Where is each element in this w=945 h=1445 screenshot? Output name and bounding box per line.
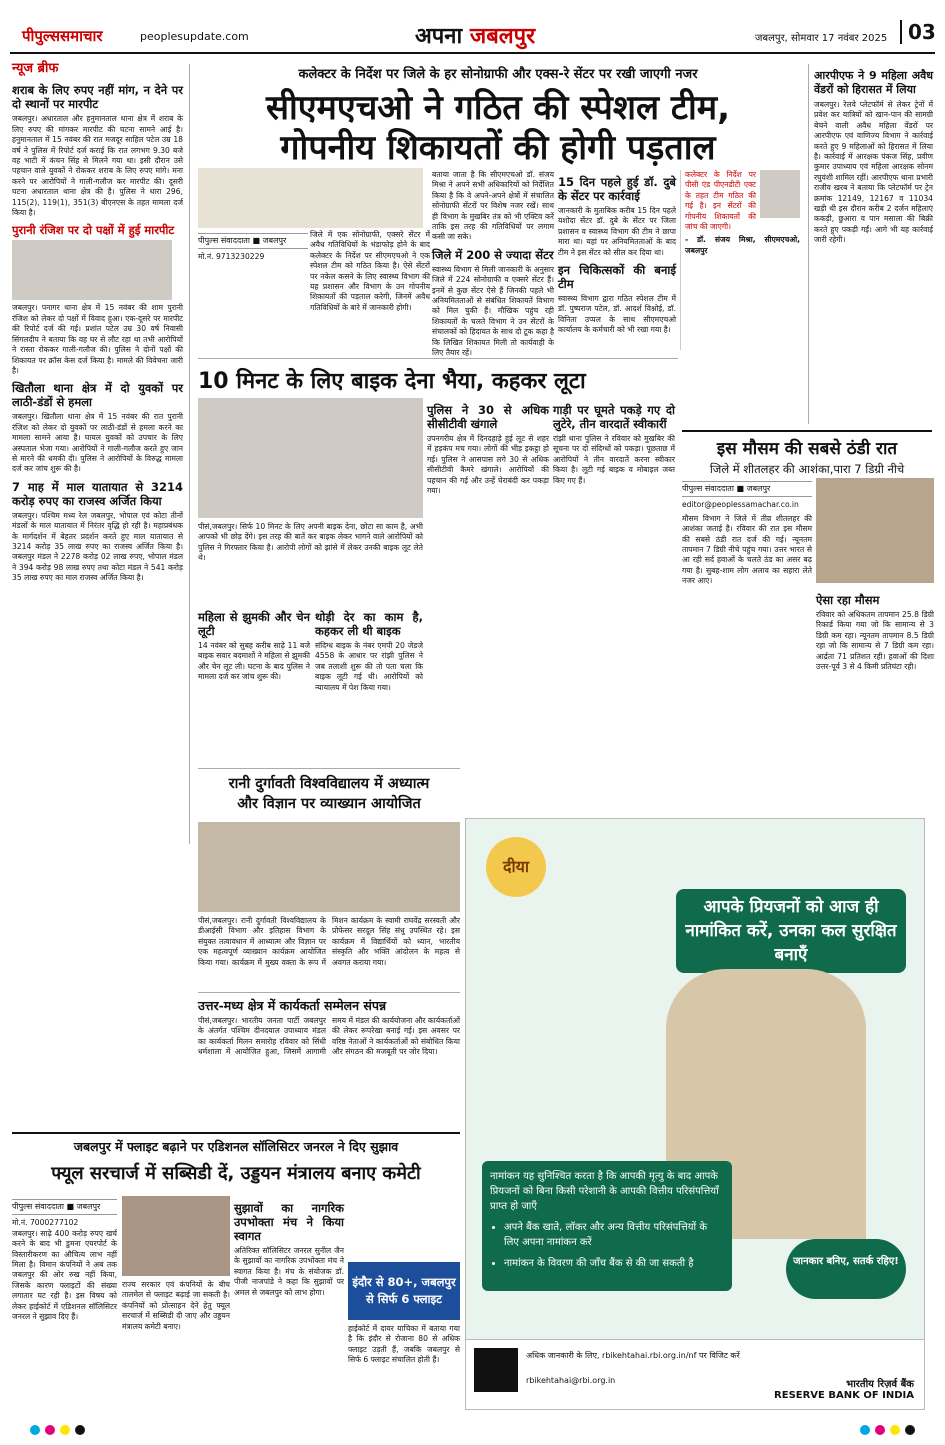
lead-body-2-text: बताया जाता है कि सीएमएचओ डॉ. संजय मिश्रा ने अपने सभी अधिकारियों को निर्देशित किया है कि वे अपने-अपने क्षेत्रों में संचालित सोनोग्राफी सेंटरों पर विशेष नजर रखें। साथ ही विभाग के मुखबिर तंत्र को भी एक्टिव करें ताकि इस तरह की गतिविधियों पर लगाम कसी जा सके। xyxy=(432,170,554,242)
robbery-col-5 xyxy=(553,398,675,755)
ad-footer-email: rbikehtahai@rbi.org.in xyxy=(526,1376,616,1385)
registration-dot xyxy=(75,1425,85,1435)
university-headline-1: रानी दुर्गावती विश्वविद्यालय में अध्यात्म xyxy=(228,776,430,792)
registration-dot xyxy=(905,1425,915,1435)
ad-headline: आपके प्रियजनों को आज ही नामांकित करें, उनका कल सुरक्षित बनाएँ xyxy=(676,889,906,973)
lead-story xyxy=(198,64,798,168)
cold-text: मौसम विभाग ने जिले में तीव्र शीतलहर की आशंका जताई है। रविवार की रात इस मौसम की सबसे ठंडी रात दर्ज की गई। न्यूनतम तापमान 7 डिग्री नीचे पहुंच गया। उत्तर भारत से आ रही सर्द हवाओं के चलते ठंड का असर बढ़ गया है। सुबह-शाम लोग अलाव का सहारा लेते नजर आए। xyxy=(682,513,812,586)
cold-sub: जिले में शीतलहर की आशंका,पारा 7 डिग्री नीचे xyxy=(709,462,905,476)
brief-3-title: खितौला थाना क्षेत्र में दो युवकों पर लाठी-डंडों से हमला xyxy=(12,381,183,410)
rbi-name-english: RESERVE BANK OF INDIA xyxy=(774,1390,914,1401)
lead-illustration xyxy=(198,168,423,228)
section-title: अपना जबलपुर xyxy=(415,24,536,49)
robbery-text-3: रांझी थाना पुलिस ने रविवार को मुखबिर की सूचना पर दो संदिग्धों को पकड़ा। पूछताछ में आरोपियों ने तीन वारदातें करना स्वीकार किया है। लूटी गई बाइक व मोबाइल जब्त किए गए हैं। xyxy=(553,434,675,485)
bottom-col-3 xyxy=(234,1196,344,1406)
flight-highlight xyxy=(348,1262,460,1320)
ad-bullet-1: • अपने बैंक खाते, लॉकर और अन्य वित्तीय परिसंपत्तियों के लिए अपना नामांकन करें xyxy=(504,1220,724,1250)
brief-4-text: जबलपुर। पश्चिम मध्य रेल जबलपुर, भोपाल एवं कोटा तीनों मंडलों के माल यातायात में निरंतर वृद्धि हो रही है। महाप्रबंधक के मार्गदर्शन में बेहतर प्रदर्शन करते हुए माल यातायात से 3214 करोड़ 35 लाख रुपए का राजस्व अर्जित किया है। जबलपुर मंडल ने 2278 करोड़ 02 लाख रुपए, भोपाल मंडल ने 394 करोड़ 98 लाख रुपए तथा कोटा मंडल ने 541 करोड़ 35 लाख रुपए का माल राजस्व अर्जित किया है। xyxy=(12,510,183,583)
meet-headline: उत्तर-मध्य क्षेत्र में कार्यकर्ता सम्मेलन संपन्न xyxy=(198,992,460,1014)
rbi-name-hindi: भारतीय रिज़र्व बैंक xyxy=(846,1379,914,1390)
robbery-text-4: 14 नवंबर को सुबह करीब साढ़े 11 बजे बाइक सवार बदमाशों ने महिला से झुमकी और चेन लूट ली। घटना के बाद पुलिस ने मामला दर्ज कर जांच शुरू की। xyxy=(198,641,310,682)
rbi-advertisement xyxy=(465,818,925,1410)
ad-bullet-2: • नामांकन के विवरण की जाँच बैंक से की जा सकती है xyxy=(504,1256,724,1271)
brief-1-text: जबलपुर। अधारताल और हनुमानताल थाना क्षेत्र में शराब के लिए रुपए की मांगकर मारपीट की घटना सामने आई है। हनुमानताल में 15 नवंबर की रात मजदूर साहिल पटेल उम्र 18 वर्ष ने पुलिस में रिपोर्ट दर्ज कराई कि रात लगभग 9.30 बजे वह भाटी में कंचन सिंह से मिलने गया था। इसी दौरान उसे पहचान वाले युवकों ने रोककर शराब के लिए रुपए मांगे। मना करने पर आरोपियों ने गाली-गलौज कर मारपीट की। दूसरी घटना अधारताल थाना क्षेत्र की है। पुलिस ने धारा 296, 115(2), 119(1), 351(3) बीएनएस के तहत मामला दर्ज किया है। xyxy=(12,114,183,218)
lead-body-5: स्वास्थ्य विभाग द्वारा गठित स्पेशल टीम में डॉ. पुष्पराज पटेल, डॉ. आदर्श विश्नोई, डॉ. विनिता उप्पल के साथ सीएमएचओ कार्यालय के कर्मचारी को भी रखा गया है। xyxy=(558,294,676,335)
robbery-text-1 xyxy=(198,522,423,600)
flight-highlight-1: इंदौर से 80+, जबलपुर xyxy=(352,1275,456,1289)
robbery-col-2 xyxy=(198,605,310,755)
lead-headline-2: गोपनीय शिकायतों की होगी पड़ताल xyxy=(280,128,716,168)
robbery-sub-2: गाड़ी पर घूमते पकड़े गए दो लुटेरे, तीन वारदातें स्वीकारीं xyxy=(553,403,675,431)
brief-3-text: जबलपुर। खितौला थाना क्षेत्र में 15 नवंबर की रात पुरानी रंजिश को लेकर दो युवकों पर लाठी-डंडों से हमला करने का मामला सामने आया है। घायल युवकों को उपचार के लिए अस्पताल भेजा गया। आरोपियों ने गाली-गलौज करते हुए जान से मारने की धमकी दी। पुलिस ने आरोपियों के विरुद्ध मामला दर्ज कर जांच शुरू की है। xyxy=(12,412,183,474)
bottom-text-3: अतिरिक्त सॉलिसिटर जनरल सुनील जैन के सुझावों का नागरिक उपभोक्ता मंच ने स्वागत किया है। मंच के संयोजक डॉ. पीजी नाजपांडे ने कहा कि सुझावों पर अमल से जबलपुर को लाभ होगा। xyxy=(234,1246,344,1297)
registration-dot xyxy=(875,1425,885,1435)
cold-text-col xyxy=(682,478,812,758)
robbery-text-5: संदिग्ध बाइक के नंबर एमपी 20 जेडजे 4558 के आधार पर रांझी पुलिस ने जब तलाशी शुरू की तो पता चला कि बाइक लूटी गई थी। आरोपियों को न्यायालय में पेश किया गया। xyxy=(315,641,423,692)
masthead xyxy=(10,8,935,54)
brief-4-title: 7 माह में माल यातायात से 3214 करोड़ रुपए का राजस्व अर्जित किया xyxy=(12,479,183,508)
lead-quote-box xyxy=(680,170,800,350)
lead-body-1: जिले में एक सोनोग्राफी, एक्सरे सेंटर में अवैध गतिविधियों के भंडाफोड़ होने के बाद कलेक्टर के निर्देश पर सीएमएचओ ने एक स्पेशल टीम को गठित किया है। ऐसे सेंटरों पर नकेल कसने के लिए स्वास्थ्य विभाग की यह प्रशासन और विभाग के उन गोपनीय शिकायतों की पड़ताल करेगी, जिनमें अवैध गतिविधियों के बारे में जानकारी होगी। xyxy=(310,230,430,312)
cold-email: editor@peoplessamachar.co.in xyxy=(682,500,799,510)
bottom-kicker: जबलपुर में फ्लाइट बढ़ाने पर एडिशनल सॉलिसिटर जनरल ने दिए सुझाव xyxy=(73,1139,399,1154)
robbery-text-2: उपनगरीय क्षेत्र में दिनदहाड़े हुई लूट से शहर में हड़कंप मच गया। लोगों की भीड़ इकट्ठा हो गई। पुलिस ने आसपास लगे 30 से अधिक सीसीटीवी कैमरे खंगाले। आरोपियों की पहचान की गई और उन्हें घेराबंदी कर पकड़ा गया। xyxy=(427,434,549,496)
cmho-photo xyxy=(760,170,800,218)
registration-dot xyxy=(860,1425,870,1435)
brief-1-title: शराब के लिए रुपए नहीं मांग, न देने पर दो स्थानों पर मारपीट xyxy=(12,83,183,112)
lead-quote-by: - डॉ. संजय मिश्रा, सीएमएचओ, जबलपुर xyxy=(685,235,800,255)
brand-logo: पीपुल्ससमाचार xyxy=(22,27,103,45)
robbery-sub-1: पुलिस ने 30 से अधिक सीसीटीवी खंगाले xyxy=(427,403,549,431)
bottom-header xyxy=(12,1132,460,1185)
qr-code-icon xyxy=(474,1348,518,1392)
lead-byline: पीपुल्स संवाददाता ■ जबलपुर xyxy=(198,233,308,249)
robbery-col-3 xyxy=(315,605,423,755)
lead-mobile: मो.नं. 9713230229 xyxy=(198,252,265,262)
cold-header xyxy=(682,430,932,477)
brief-2-text: जबलपुर। पनागर थाना क्षेत्र में 15 नवंबर की शाम पुरानी रंजिश को लेकर दो पक्षों में विवाद हुआ। एक-दूसरे पर मारपीट की रिपोर्ट दर्ज की गई। प्रशांत पटेल उम्र 30 वर्ष निवासी सिंगलदीप ने बताया कि वह घर से लौट रहा था तभी आरोपियों ने रास्ता रोककर गाली-गलौज की। पुलिस ने दोनों पक्षों की शिकायत पर क्रॉस केस दर्ज किया है। मामले की विवेचना जारी है। xyxy=(12,303,183,375)
cold-weather-col xyxy=(816,588,934,758)
ad-footer-text: अधिक जानकारी के लिए, rbikehtahai.rbi.org.in/nf पर विजिट करें xyxy=(526,1351,740,1360)
university-text: पीसं,जबलपुर। रानी दुर्गावती विश्वविद्यालय के डीआईसी विभाग और इतिहास विभाग के संयुक्त तत्वावधान में आध्यात्म और विज्ञान पर एक महत्वपूर्ण व्याख्यान कार्यक्रम आयोजित किया गया। कार्यक्रम में मुख्य वक्ता के रूप में मिशन कार्यक्रम के स्वामी राघवेंद्र सरस्वती और प्रोफेसर सरदूल सिंह संधु उपस्थित रहे। इस कार्यक्रम में विद्यार्थियों को ध्यान, भारतीय संस्कृति और भक्ति आंदोलन के महत्व से अवगत कराया गया। xyxy=(198,916,460,967)
bottom-text-2: राज्य सरकार एवं कंपनियों के बीच तालमेल से फ्लाइट बढ़ाई जा सकती है। कंपनियों को प्रोत्साहन देने हेतु फ्यूल सरचार्ज में सब्सिडी दी जाए और उड्डयन मंत्रालय कमेटी बनाए। xyxy=(122,1280,230,1331)
lead-body-3-col xyxy=(558,170,676,350)
registration-dot xyxy=(30,1425,40,1435)
cold-photo xyxy=(816,478,934,583)
brief-2-title: पुरानी रंजिश पर दो पक्षों में हुई मारपीट xyxy=(12,223,175,238)
bottom-text-4: हाईकोर्ट में दायर याचिका में बताया गया है कि इंदौर से रोजाना 80 से अधिक फ्लाइट उड़ती हैं, जबकि जबलपुर से सिर्फ 6 फ्लाइट संचालित होती हैं। xyxy=(348,1324,460,1365)
flight-highlight-2: से सिर्फ 6 फ्लाइट xyxy=(366,1292,442,1306)
rbi-logo xyxy=(774,1376,914,1401)
robbery-headline: 10 मिनट के लिए बाइक देना भैया, कहकर लूटा xyxy=(198,358,678,395)
robbery-sub-3: महिला से झुमकी और चेन लूटी xyxy=(198,610,310,638)
registration-dot xyxy=(60,1425,70,1435)
robbery-text-1-p: पीसं,जबलपुर। सिर्फ 10 मिनट के लिए अपनी बाइक देना, छोटा सा काम है, अभी आपको भी छोड़ देंगे। इस तरह की बातें कर बाइक लेकर भागने वाले आरोपियों को पुलिस ने गिरफ्तार किया है। आरोपी लोगों को झांसे में लेकर उनकी बाइक लूट लेते थे। xyxy=(198,522,423,563)
bottom-text-1: जबलपुर। साढ़े 400 करोड़ रुपए खर्च करने के बाद भी डुमना एयरपोर्ट के विस्तारीकरण का औचित्य लाभ नहीं मिला है। विमान कंपनियों ने अब तक जबलपुर की ओर रुख नहीं किया, जिसके कारण फ्लाइटों की संख्या लगातार घट रही है। इस विषय को लेकर हाईकोर्ट में एडिशनल सॉलिसिटर जनरल ने सुझाव दिए हैं। xyxy=(12,1228,117,1322)
lead-byline-box xyxy=(198,230,308,270)
bottom-headline: फ्यूल सरचार्ज में सब्सिडी दें, उड्डयन मंत्रालय बनाए कमेटी xyxy=(51,1163,421,1184)
news-brief-column xyxy=(12,61,190,844)
bottom-mobile: मो.नं. 7000277102 xyxy=(12,1218,79,1228)
robbery-photo xyxy=(198,398,423,518)
lead-sub-2: 15 दिन पहले हुई डॉ. दुबे के सेंटर पर कार्रवाई xyxy=(558,175,676,203)
dateline: जबलपुर, सोमवार 17 नवंबर 2025 xyxy=(755,33,888,44)
news-brief-tag: न्यूज ब्रीफ xyxy=(12,61,59,76)
ad-info-box xyxy=(482,1161,732,1291)
lead-kicker: कलेक्टर के निर्देश पर जिले के हर सोनोग्राफी और एक्स-रे सेंटर पर रखी जाएगी नजर xyxy=(298,67,698,82)
ad-box-title: नामांकन यह सुनिश्चित करता है कि आपकी मृत्यु के बाद आपके प्रियजनों को बिना किसी परेशानी के आपकी वित्तीय परिसंपत्तियाँ प्राप्त हो जाएँ xyxy=(490,1171,719,1212)
registration-dot xyxy=(45,1425,55,1435)
bottom-byline: पीपुल्स संवाददाता ■ जबलपुर xyxy=(12,1199,117,1215)
rpf-text: जबलपुर। रेलवे प्लेटफॉर्म से लेकर ट्रेनों में प्रवेश कर यात्रियों को खान-पान की सामग्री बेचने वाली अवैध महिला वेंडरों पर आरपीएफ एवं वाणिज्य विभाग ने कार्रवाई करते हुए 9 महिलाओं को हिरासत में लिया है। कार्रवाई में आरक्षक पंकज सिंह, प्रवीण कुमार उपाध्याय एवं महिला आरक्षक सोनम रघुवंशी शामिल रहीं। आरपीएफ थाना प्रभारी राजीव खरब ने बताया कि प्लेटफॉर्म पर ट्रेन क्रमांक 12149, 12167 व 11034 खड़ी थी इस दौरान करीब 2 दर्जन महिलाएं ककड़ी, छुआरा व पान मसाला की बिक्री करते हुए पकड़ी गईं। आगे भी यह कार्रवाई जारी रहेगी। xyxy=(814,100,933,245)
registration-dot xyxy=(890,1425,900,1435)
meet-text: पीसं,जबलपुर। भारतीय जनता पार्टी जबलपुर के अंतर्गत पश्चिम दीनदयाल उपाध्याय मंडल का कार्यकर्ता मिलन समारोह रविवार को सिंधी धर्मशाला में आयोजित हुआ, जिसमें आगामी समय में मंडल की कार्ययोजना और कार्यकर्ताओं की लेकर रूपरेखा बनाई गई। इस अवसर पर वरिष्ठ नेताओं ने कार्यकर्ताओं को संबोधित किया और संगठन की मजबूती पर जोर दिया। xyxy=(198,1016,461,1057)
solicitor-photo xyxy=(122,1196,230,1276)
lead-body-4: जानकारी के मुताबिक करीब 15 दिन पहले यशोदा सेंटर डॉ. दुबे के सेंटर पर जिला प्रशासन व स्वास्थ्य विभाग की टीम ने छापा मारा था। यहां पर अनियमितताओं के बाद टीम ने इस सेंटर को सील कर दिया था। xyxy=(558,206,676,257)
university-headline-2: और विज्ञान पर व्याख्यान आयोजित xyxy=(237,796,421,812)
cold-weather: रविवार को अधिकतम तापमान 25.8 डिग्री रिकार्ड किया गया जो कि सामान्य से 3 डिग्री कम रहा। न्यूनतम तापमान 8.5 डिग्री रहा जो कि सामान्य से 7 डिग्री कम रहा। आर्द्रता 71 प्रतिशत रही। हवाओं की दिशा उत्तर-पूर्व 3 से 4 किमी प्रतिघंटा रही। xyxy=(816,610,934,672)
lead-quote: कलेक्टर के निर्देश पर पीसी एंड पीएनडीटी एक्ट के तहत टीम गठित की गई है। इन सेंटरों की गोपनीय शिकायतों की जांच की जाएगी। xyxy=(685,170,756,232)
rpf-story xyxy=(808,64,933,424)
rpf-headline: आरपीएफ ने 9 महिला अवैध वेंडरों को हिरासत में लिया xyxy=(814,69,933,96)
ad-badge: जानकार बनिए, सतर्क रहिए! xyxy=(786,1239,906,1299)
diya-logo: दीया xyxy=(486,837,546,897)
robbery-sub-4: थोड़ी देर का काम है, कहकर ली थी बाइक xyxy=(315,610,423,638)
bottom-col-1 xyxy=(12,1196,117,1406)
cold-caption: ऐसा रहा मौसम xyxy=(816,593,880,607)
lead-sub-3: इन चिकित्सकों की बनाई टीम xyxy=(558,263,676,292)
illustration-image xyxy=(12,240,172,300)
bottom-sub: सुझावों का नागरिक उपभोक्ता मंच ने किया स्वागत xyxy=(234,1201,344,1243)
university-photo xyxy=(198,822,460,912)
cold-byline: पीपुल्स संवाददाता ■ जबलपुर xyxy=(682,481,812,497)
site-url: peoplesupdate.com xyxy=(140,30,249,43)
lead-sub-1: जिले में 200 से ज्यादा सेंटर xyxy=(432,247,554,262)
university-headline xyxy=(198,768,460,814)
lead-body-3: स्वास्थ्य विभाग से मिली जानकारी के अनुसार जिले में 224 सोनोग्राफी व एक्सरे सेंटर हैं। इनमें से कुछ सेंटर ऐसे हैं जिनकी पहले भी अनियमितताओं से संबंधित शिकायतें विभाग को मिल चुकी हैं। मौखिक पहुंच रही शिकायतों के चलते विभाग ने उन सेंटरों के संचालकों को हिदायत के साथ दो टूक कहा है कि लिखित शिकायत मिली तो कार्यवाही के लिए तैयार रहें। xyxy=(432,264,555,358)
cold-headline: इस मौसम की सबसे ठंडी रात xyxy=(716,439,898,459)
ad-footer xyxy=(466,1339,924,1409)
robbery-col-4 xyxy=(427,398,549,755)
lead-headline-1: सीएमएचओ ने गठित की स्पेशल टीम, xyxy=(265,88,731,128)
page-number: 03 xyxy=(900,20,936,44)
lead-body-2 xyxy=(432,170,555,358)
